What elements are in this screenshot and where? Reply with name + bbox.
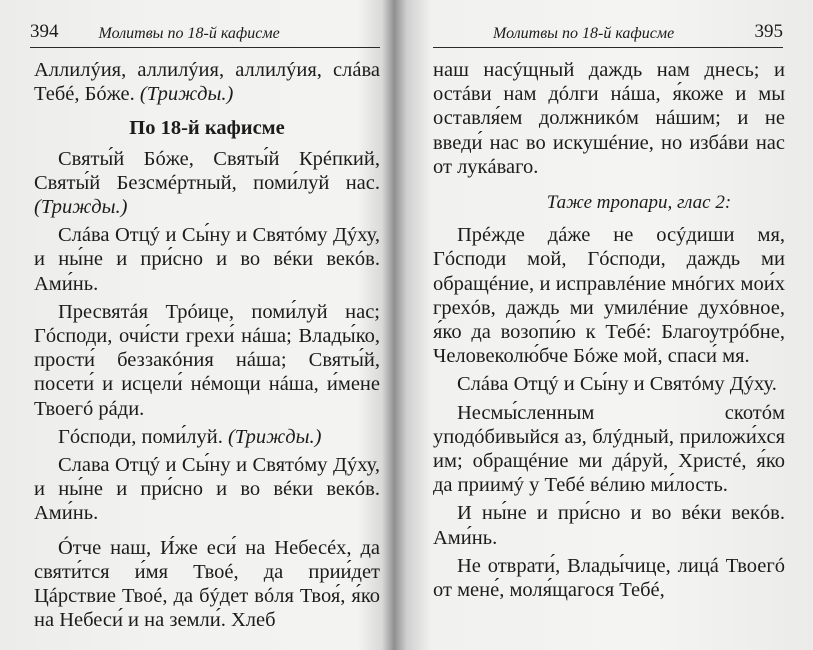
left-page-body [34,58,380,636]
trisagion-text: Святы́й Бóже, Святы́й Крéпкий, Святы́й Безсмéртный, поми́луй нас. [34,147,380,194]
trisagion-paragraph [34,147,380,220]
glory-paragraph: Слáва Отцý и Сы́ну и Святóму Дýху, и ны́не и при́сно и во вéки векóв. Ами́нь. [34,224,380,295]
troparion1-paragraph: Прéжде дáже не осýдиши мя, Гóсподи мой, Гóсподи, даждь ми обращéние, и исправлéние мнóгих мои́х грехóв, даждь ми умилéние духóвное, я́ко да возопи́ю к Тебé: Благоутрóбне, Человеколю́бче Бóже мой, спаси́ мя. [433,224,785,368]
right-running-title: Молитвы по 18-й кафисме [493,25,675,42]
right-page-number: 395 [754,21,783,42]
troparia-heading: Таже тропари, глас 2: [546,192,732,214]
alleluia-text: Аллилýия, аллилýия, аллилýия, слáва Тебé, Бóже. [34,59,380,106]
glory-paragraph-right: Слáва Отцý и Сы́ну и Святóму Дýху. [457,373,777,396]
glory2-paragraph: Слава Отцý и Сы́ну и Святóму Дýху, и ны́не и при́сно и во вéки векóв. Ами́нь. [34,454,380,525]
holy-trinity-paragraph: Пресвятáя Трóице, поми́луй нас; Гóсподи, очи́сти грехи́ нáша; Влады́ко, прости́ беззакóния нáша; Святы́й, посети́ и исцели́ нéмощи нáша, и́мене Твоегó рáди. [34,300,380,420]
trisagion-rubric: (Трижды.) [34,196,128,219]
lord-have-mercy-text: Гóсподи, поми́луй. [58,425,223,448]
section-heading: По 18-й кафисме [129,117,285,140]
theotokion-paragraph: Не отврати́, Влады́чице, лицá Твоегó от мене́, моля́щагося Тебé, [433,554,785,602]
our-father-continuation: наш насýщный даждь нам днесь; и остáви нам дóлги нáша, я́коже и мы оставля́ем должникóм нáшим; и не введи́ нас во искушéние, но избáви нас от лукáваго. [433,59,785,178]
left-page-header [30,20,380,48]
right-page-body [433,58,785,606]
right-page [413,0,813,650]
alleluia-rubric: (Трижды.) [139,83,234,106]
lord-have-mercy-rubric: (Трижды.) [227,425,322,448]
alleluia-paragraph [34,58,380,106]
troparion2-paragraph: Несмы́сленным скотóм уподóбивыйся аз, блýдный, приложи́хся им; обращéние ми дáруй, Христé, я́ко да приимý у Тебé вéлию ми́лость. [433,401,785,497]
right-page-header [433,20,783,48]
our-father-paragraph: Óтче наш, И́же еси́ на Небесéх, да святи́тся и́мя Твоé, да прии́дет Цáрствие Твоé, да бýдет вóля Твоя́, я́ко на Небеси́ и на земли́. Хлеб [34,536,380,632]
left-page-number: 394 [30,21,59,42]
lord-have-mercy-paragraph [34,425,380,449]
left-running-title: Молитвы по 18-й кафисме [98,25,280,42]
left-page [0,0,400,650]
now-and-ever-paragraph: И ны́не и при́сно и во вéки векóв. Ами́нь. [433,502,785,549]
